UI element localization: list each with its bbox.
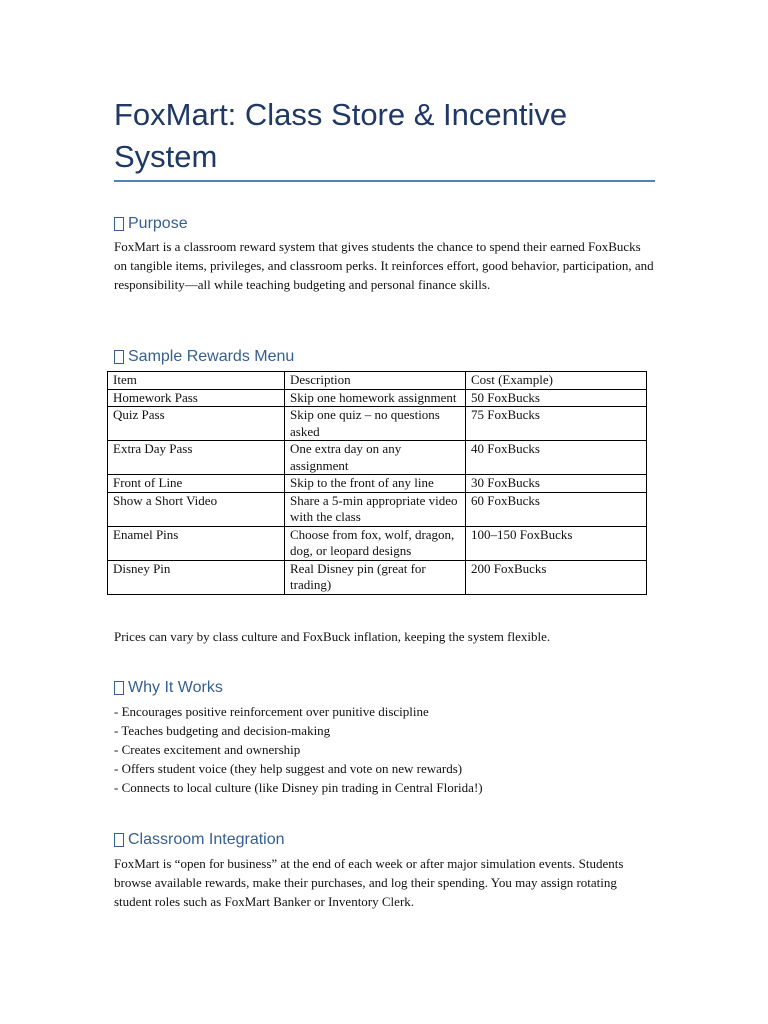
purpose-heading — [114, 214, 188, 234]
why-list — [114, 702, 483, 797]
why-heading — [114, 678, 223, 698]
table-row — [108, 407, 647, 441]
column-header-description: Description — [285, 372, 466, 390]
column-header-cost: Cost (Example) — [466, 372, 647, 390]
title-divider — [114, 180, 655, 182]
table-cell-description: One extra day on any assignment — [285, 441, 466, 475]
table-cell-item: Disney Pin — [108, 560, 285, 594]
table-cell-cost: 40 FoxBucks — [466, 441, 647, 475]
missing-glyph-icon — [114, 217, 124, 231]
rewards-heading-text: Sample Rewards Menu — [128, 348, 295, 365]
integration-paragraph: FoxMart is “open for business” at the end of each week or after major simulation events. Students browse available rewards, make their purchases, and log their spending. You may assign rotating student roles such as FoxMart Banker or Inventory Clerk. — [114, 856, 624, 909]
table-cell-item: Homework Pass — [108, 389, 285, 407]
table-cell-cost: 30 FoxBucks — [466, 475, 647, 493]
rewards-heading — [114, 347, 294, 367]
rewards-table — [107, 371, 647, 595]
table-cell-cost: 60 FoxBucks — [466, 492, 647, 526]
missing-glyph-icon — [114, 350, 124, 364]
table-cell-cost: 100–150 FoxBucks — [466, 526, 647, 560]
list-item: - Creates excitement and ownership — [114, 742, 301, 757]
list-item: - Encourages positive reinforcement over punitive discipline — [114, 704, 429, 719]
integration-heading — [114, 830, 285, 850]
table-row — [108, 560, 647, 594]
table-cell-item: Show a Short Video — [108, 492, 285, 526]
missing-glyph-icon — [114, 833, 124, 847]
table-cell-cost: 75 FoxBucks — [466, 407, 647, 441]
pricing-note: Prices can vary by class culture and FoxBuck inflation, keeping the system flexible. — [114, 629, 551, 644]
column-header-item: Item — [108, 372, 285, 390]
table-cell-description: Share a 5-min appropriate video with the class — [285, 492, 466, 526]
table-cell-description: Skip to the front of any line — [285, 475, 466, 493]
table-cell-description: Real Disney pin (great for trading) — [285, 560, 466, 594]
table-cell-item: Extra Day Pass — [108, 441, 285, 475]
table-cell-item: Quiz Pass — [108, 407, 285, 441]
document-title: FoxMart: Class Store & Incentive System — [114, 97, 568, 174]
missing-glyph-icon — [114, 681, 124, 695]
purpose-heading-text: Purpose — [128, 215, 188, 232]
table-header-row — [108, 372, 647, 390]
table-row — [108, 526, 647, 560]
table-cell-item: Front of Line — [108, 475, 285, 493]
table-cell-description: Skip one homework assignment — [285, 389, 466, 407]
table-cell-cost: 50 FoxBucks — [466, 389, 647, 407]
table-cell-description: Choose from fox, wolf, dragon, dog, or leopard designs — [285, 526, 466, 560]
table-row — [108, 492, 647, 526]
list-item: - Connects to local culture (like Disney pin trading in Central Florida!) — [114, 780, 483, 795]
why-heading-text: Why It Works — [128, 679, 223, 696]
table-cell-item: Enamel Pins — [108, 526, 285, 560]
list-item: - Offers student voice (they help suggest and vote on new rewards) — [114, 761, 463, 776]
table-row — [108, 475, 647, 493]
table-cell-description: Skip one quiz – no questions asked — [285, 407, 466, 441]
integration-heading-text: Classroom Integration — [128, 831, 285, 848]
table-row — [108, 441, 647, 475]
table-cell-cost: 200 FoxBucks — [466, 560, 647, 594]
list-item: - Teaches budgeting and decision-making — [114, 723, 331, 738]
table-row — [108, 389, 647, 407]
purpose-paragraph: FoxMart is a classroom reward system that gives students the chance to spend their earned FoxBucks on tangible items, privileges, and classroom perks. It reinforces effort, good behavior, participation, and responsibility—all while teaching budgeting and personal finance skills. — [114, 239, 654, 292]
